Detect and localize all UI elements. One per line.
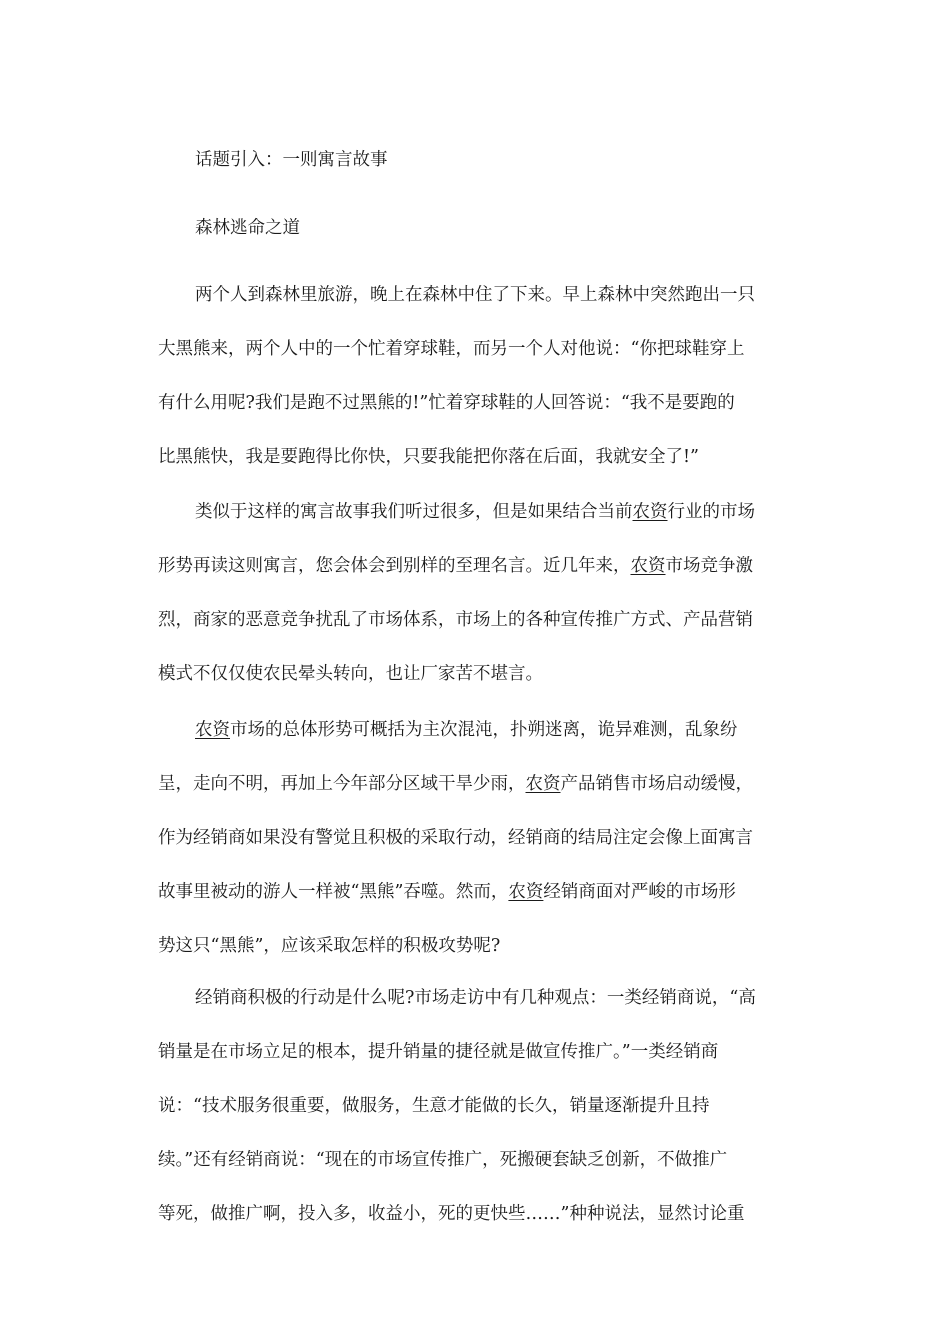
- heading: 话题引入：一则寓言故事: [195, 150, 388, 170]
- paragraph-4-line: [158, 1040, 718, 1064]
- paragraph-3-line: [158, 934, 500, 958]
- text-segment: 两个人到森林里旅游，晚上在森林中住了下来。早上森林中突然跑出一只: [195, 285, 755, 305]
- paragraph-1-line: [195, 283, 755, 307]
- paragraph-1-line: [158, 391, 735, 415]
- paragraph-2-line: [158, 554, 753, 578]
- underlined-term: 农资: [508, 882, 544, 902]
- text-segment: 行业的市场: [667, 502, 755, 522]
- story-title: 森林逃命之道: [195, 218, 300, 238]
- underlined-term: 农资: [632, 502, 668, 522]
- text-segment: 烈，商家的恶意竞争扰乱了市场体系，市场上的各种宣传推广方式、产品营销: [158, 610, 753, 630]
- paragraph-2-line: [195, 500, 755, 524]
- text-segment: 形势再读这则寓言，您会体会到别样的至理名言。近几年来，: [158, 556, 631, 576]
- underlined-term: 农资: [195, 720, 230, 740]
- text-segment: 市场的总体形势可概括为主次混沌，扑朔迷离，诡异难测，乱象纷: [230, 720, 738, 740]
- underlined-term: 农资: [630, 556, 666, 576]
- text-segment: 比黑熊快，我是要跑得比你快，只要我能把你落在后面，我就安全了!”: [158, 447, 699, 467]
- text-segment: 市场竞争激: [665, 556, 753, 576]
- text-segment: 呈，走向不明，再加上今年部分区域干旱少雨，: [158, 774, 526, 794]
- text-segment: 类似于这样的寓言故事我们听过很多，但是如果结合当前: [195, 502, 633, 522]
- paragraph-3-line: [158, 772, 753, 796]
- text-segment: 销量是在市场立足的根本，提升销量的捷径就是做宣传推广。”一类经销商: [158, 1042, 719, 1062]
- paragraph-2-line: [158, 662, 543, 686]
- text-segment: 等死，做推广啊，投入多，收益小，死的更快些……”种种说法，显然讨论重: [158, 1204, 745, 1224]
- text-segment: 说：“技术服务很重要，做服务，生意才能做的长久，销量逐渐提升且持: [158, 1096, 710, 1116]
- paragraph-1-line: [158, 445, 699, 469]
- paragraph-4-line: [158, 1202, 744, 1226]
- text-segment: 经销商面对严峻的市场形: [543, 882, 736, 902]
- text-segment: 有什么用呢?我们是跑不过黑熊的!”忙着穿球鞋的人回答说：“我不是要跑的: [158, 393, 735, 413]
- paragraph-4-line: [195, 986, 756, 1010]
- text-segment: 产品销售市场启动缓慢，: [560, 774, 753, 794]
- underlined-term: 农资: [525, 774, 561, 794]
- paragraph-1-line: [158, 337, 744, 361]
- text-segment: 续。”还有经销商说：“现在的市场宣传推广，死搬硬套缺乏创新，不做推广: [158, 1150, 728, 1170]
- paragraph-4-line: [158, 1094, 709, 1118]
- text-segment: 经销商积极的行动是什么呢?市场走访中有几种观点：一类经销商说，“高: [195, 988, 756, 1008]
- text-segment: 大黑熊来，两个人中的一个忙着穿球鞋，而另一个人对他说：“你把球鞋穿上: [158, 339, 745, 359]
- text-segment: 模式不仅仅使农民晕头转向，也让厂家苦不堪言。: [158, 664, 543, 684]
- paragraph-4-line: [158, 1148, 727, 1172]
- paragraph-2-line: [158, 608, 753, 632]
- text-segment: 势这只“黑熊”，应该采取怎样的积极攻势呢?: [158, 936, 501, 956]
- text-segment: 故事里被动的游人一样被“黑熊”吞噬。然而，: [158, 882, 509, 902]
- text-segment: 作为经销商如果没有警觉且积极的采取行动，经销商的结局注定会像上面寓言: [158, 828, 753, 848]
- paragraph-3-line: [158, 826, 753, 850]
- paragraph-3-line: [158, 880, 736, 904]
- paragraph-3-line: [195, 718, 738, 742]
